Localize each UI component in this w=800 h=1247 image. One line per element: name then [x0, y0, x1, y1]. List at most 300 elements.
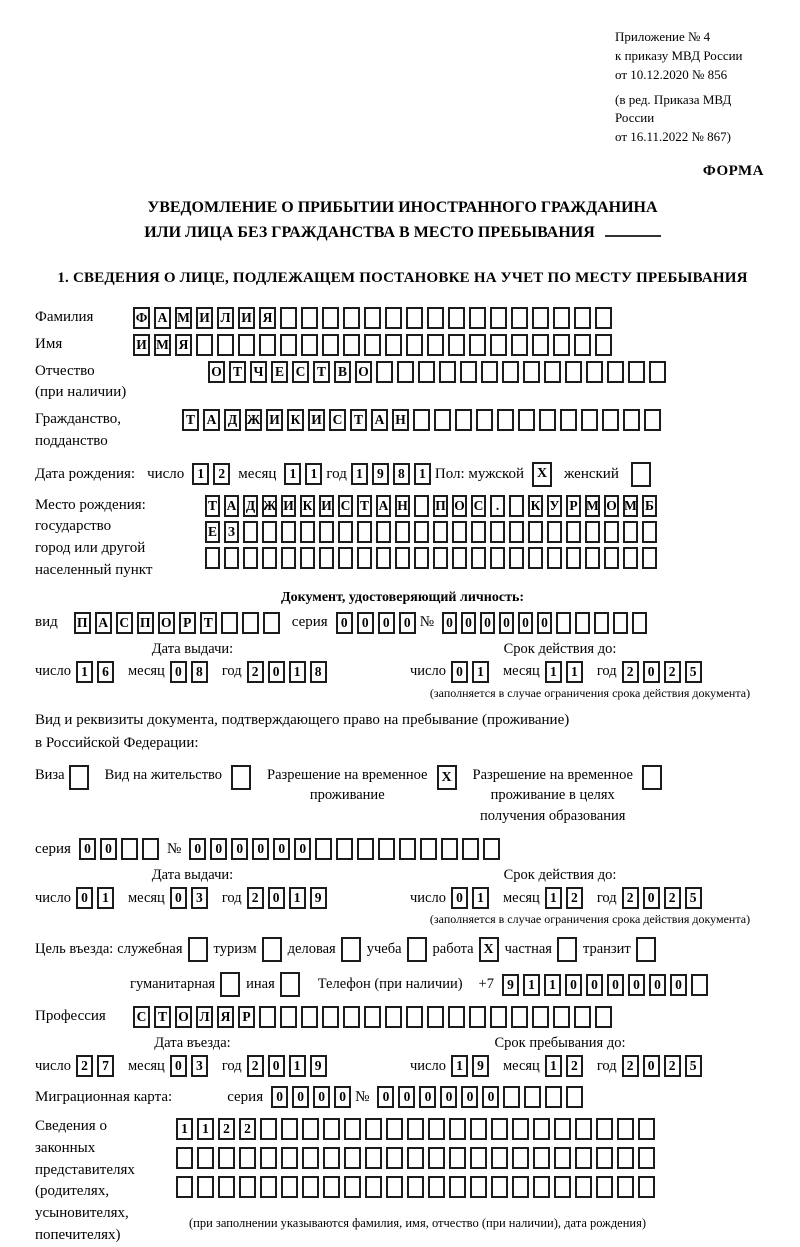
form-cell[interactable]: О — [355, 361, 372, 383]
form-cell[interactable]: 2 — [247, 1055, 264, 1077]
form-cell[interactable] — [399, 838, 416, 860]
form-cell[interactable] — [469, 307, 486, 329]
form-cell[interactable]: 0 — [231, 838, 248, 860]
form-cell[interactable] — [607, 361, 624, 383]
form-cell[interactable] — [566, 521, 581, 543]
form-cell[interactable]: 2 — [664, 887, 681, 909]
checkbox-official[interactable] — [188, 937, 208, 962]
form-cell[interactable]: 0 — [537, 612, 552, 634]
form-cell[interactable]: И — [281, 495, 296, 517]
form-cell[interactable]: Н — [392, 409, 409, 431]
form-cell[interactable] — [574, 307, 591, 329]
form-cell[interactable]: Т — [357, 495, 372, 517]
form-cell[interactable] — [449, 1118, 466, 1140]
form-cell[interactable]: А — [371, 409, 388, 431]
form-cell[interactable]: 1 — [523, 974, 540, 996]
form-cell[interactable]: 0 — [451, 887, 468, 909]
form-cell[interactable] — [315, 838, 332, 860]
form-cell[interactable] — [176, 1147, 193, 1169]
form-cell[interactable]: 2 — [566, 887, 583, 909]
form-cell[interactable]: 0 — [440, 1086, 457, 1108]
form-cell[interactable] — [585, 521, 600, 543]
checkbox-visa[interactable] — [69, 765, 89, 790]
form-cell[interactable]: 0 — [357, 612, 374, 634]
form-cell[interactable]: И — [196, 307, 213, 329]
form-cell[interactable]: 1 — [566, 661, 583, 683]
form-cell[interactable]: Ф — [133, 307, 150, 329]
form-cell[interactable]: 8 — [310, 661, 327, 683]
form-cell[interactable] — [386, 1147, 403, 1169]
form-cell[interactable] — [623, 521, 638, 543]
form-cell[interactable] — [218, 1176, 235, 1198]
form-cell[interactable] — [554, 1176, 571, 1198]
form-cell[interactable]: Д — [243, 495, 258, 517]
form-cell[interactable]: 0 — [313, 1086, 330, 1108]
form-cell[interactable]: Т — [350, 409, 367, 431]
form-cell[interactable] — [397, 361, 414, 383]
form-cell[interactable]: 0 — [268, 1055, 285, 1077]
form-cell[interactable] — [566, 1086, 583, 1108]
form-cell[interactable] — [176, 1176, 193, 1198]
form-cell[interactable]: 5 — [685, 1055, 702, 1077]
form-cell[interactable] — [301, 307, 318, 329]
form-cell[interactable] — [428, 1176, 445, 1198]
form-cell[interactable] — [586, 361, 603, 383]
checkbox-work[interactable]: X — [479, 937, 499, 962]
form-cell[interactable]: 0 — [480, 612, 495, 634]
form-cell[interactable]: 0 — [399, 612, 416, 634]
form-cell[interactable]: Ж — [245, 409, 262, 431]
form-cell[interactable]: 0 — [170, 1055, 187, 1077]
form-cell[interactable]: . — [490, 495, 505, 517]
form-cell[interactable]: 0 — [586, 974, 603, 996]
form-cell[interactable]: 1 — [544, 974, 561, 996]
form-cell[interactable] — [406, 334, 423, 356]
form-cell[interactable] — [428, 1118, 445, 1140]
form-cell[interactable] — [414, 547, 429, 569]
form-cell[interactable]: У — [547, 495, 562, 517]
form-cell[interactable]: Т — [205, 495, 220, 517]
form-cell[interactable]: С — [338, 495, 353, 517]
form-cell[interactable]: 0 — [451, 661, 468, 683]
form-cell[interactable]: И — [266, 409, 283, 431]
form-cell[interactable]: М — [623, 495, 638, 517]
form-cell[interactable] — [378, 838, 395, 860]
form-cell[interactable] — [357, 547, 372, 569]
form-cell[interactable] — [281, 1118, 298, 1140]
form-cell[interactable] — [532, 334, 549, 356]
form-cell[interactable] — [242, 612, 259, 634]
form-cell[interactable]: 3 — [191, 887, 208, 909]
form-cell[interactable]: 0 — [334, 1086, 351, 1108]
form-cell[interactable]: 0 — [643, 887, 660, 909]
form-cell[interactable]: 1 — [192, 463, 209, 485]
form-cell[interactable] — [628, 361, 645, 383]
form-cell[interactable] — [491, 1118, 508, 1140]
form-cell[interactable]: 0 — [643, 661, 660, 683]
form-cell[interactable]: 9 — [472, 1055, 489, 1077]
form-cell[interactable]: П — [74, 612, 91, 634]
form-cell[interactable]: 1 — [545, 887, 562, 909]
form-cell[interactable]: 2 — [239, 1118, 256, 1140]
checkbox-residence-permit[interactable] — [231, 765, 251, 790]
form-cell[interactable]: О — [208, 361, 225, 383]
form-cell[interactable]: 1 — [305, 463, 322, 485]
form-cell[interactable] — [406, 1006, 423, 1028]
form-cell[interactable] — [259, 334, 276, 356]
form-cell[interactable]: 0 — [252, 838, 269, 860]
form-cell[interactable]: 5 — [685, 887, 702, 909]
form-cell[interactable] — [262, 521, 277, 543]
form-cell[interactable]: И — [238, 307, 255, 329]
form-cell[interactable]: 0 — [268, 887, 285, 909]
form-cell[interactable] — [280, 1006, 297, 1028]
form-cell[interactable]: Я — [175, 334, 192, 356]
form-cell[interactable]: 0 — [643, 1055, 660, 1077]
form-cell[interactable] — [502, 361, 519, 383]
form-cell[interactable] — [357, 838, 374, 860]
form-cell[interactable] — [407, 1176, 424, 1198]
form-cell[interactable] — [595, 334, 612, 356]
form-cell[interactable]: 0 — [607, 974, 624, 996]
form-cell[interactable] — [434, 409, 451, 431]
form-cell[interactable] — [452, 521, 467, 543]
form-cell[interactable] — [518, 409, 535, 431]
form-cell[interactable] — [511, 1006, 528, 1028]
form-cell[interactable] — [638, 1176, 655, 1198]
form-cell[interactable]: 9 — [372, 463, 389, 485]
form-cell[interactable]: 0 — [268, 661, 285, 683]
form-cell[interactable]: 1 — [414, 463, 431, 485]
form-cell[interactable] — [197, 1176, 214, 1198]
form-cell[interactable]: 1 — [289, 887, 306, 909]
form-cell[interactable] — [365, 1176, 382, 1198]
form-cell[interactable] — [343, 307, 360, 329]
form-cell[interactable] — [344, 1176, 361, 1198]
form-cell[interactable] — [596, 1147, 613, 1169]
form-cell[interactable] — [595, 1006, 612, 1028]
form-cell[interactable] — [281, 1147, 298, 1169]
form-cell[interactable] — [585, 547, 600, 569]
form-cell[interactable] — [386, 1118, 403, 1140]
form-cell[interactable]: 1 — [545, 1055, 562, 1077]
form-cell[interactable]: О — [158, 612, 175, 634]
form-cell[interactable]: 1 — [545, 661, 562, 683]
form-cell[interactable]: Н — [395, 495, 410, 517]
form-cell[interactable] — [281, 1176, 298, 1198]
form-cell[interactable]: 1 — [472, 661, 489, 683]
form-cell[interactable] — [433, 521, 448, 543]
form-cell[interactable] — [596, 1118, 613, 1140]
form-cell[interactable] — [539, 409, 556, 431]
form-cell[interactable]: Т — [182, 409, 199, 431]
form-cell[interactable] — [344, 1147, 361, 1169]
form-cell[interactable] — [455, 409, 472, 431]
form-cell[interactable] — [511, 334, 528, 356]
form-cell[interactable] — [420, 838, 437, 860]
form-cell[interactable] — [532, 1006, 549, 1028]
form-cell[interactable] — [407, 1118, 424, 1140]
form-cell[interactable] — [238, 334, 255, 356]
form-cell[interactable] — [322, 334, 339, 356]
form-cell[interactable] — [460, 361, 477, 383]
form-cell[interactable] — [604, 547, 619, 569]
form-cell[interactable] — [343, 1006, 360, 1028]
form-cell[interactable]: 9 — [310, 1055, 327, 1077]
form-cell[interactable]: Д — [224, 409, 241, 431]
form-cell[interactable] — [470, 1176, 487, 1198]
form-cell[interactable] — [343, 334, 360, 356]
form-cell[interactable] — [490, 307, 507, 329]
form-cell[interactable] — [560, 409, 577, 431]
form-cell[interactable]: 0 — [442, 612, 457, 634]
form-cell[interactable] — [302, 1147, 319, 1169]
form-cell[interactable] — [376, 521, 391, 543]
form-cell[interactable] — [644, 409, 661, 431]
form-cell[interactable] — [224, 547, 239, 569]
form-cell[interactable]: 1 — [97, 887, 114, 909]
checkbox-private[interactable] — [557, 937, 577, 962]
form-cell[interactable] — [512, 1118, 529, 1140]
form-cell[interactable] — [439, 361, 456, 383]
form-cell[interactable] — [300, 521, 315, 543]
form-cell[interactable] — [509, 495, 524, 517]
form-cell[interactable]: 0 — [76, 887, 93, 909]
form-cell[interactable] — [594, 612, 609, 634]
form-cell[interactable]: 2 — [218, 1118, 235, 1140]
form-cell[interactable] — [218, 1147, 235, 1169]
form-cell[interactable]: Т — [313, 361, 330, 383]
form-cell[interactable] — [602, 409, 619, 431]
form-cell[interactable] — [490, 334, 507, 356]
checkbox-tourism[interactable] — [262, 937, 282, 962]
form-cell[interactable] — [512, 1176, 529, 1198]
form-cell[interactable] — [365, 1118, 382, 1140]
form-cell[interactable] — [428, 1147, 445, 1169]
form-cell[interactable]: 0 — [378, 612, 395, 634]
form-cell[interactable]: А — [376, 495, 391, 517]
form-cell[interactable] — [638, 1118, 655, 1140]
form-cell[interactable] — [281, 547, 296, 569]
form-cell[interactable]: А — [224, 495, 239, 517]
form-cell[interactable] — [395, 521, 410, 543]
form-cell[interactable] — [553, 307, 570, 329]
checkbox-other[interactable] — [280, 972, 300, 997]
form-cell[interactable] — [524, 1086, 541, 1108]
form-cell[interactable] — [427, 334, 444, 356]
form-cell[interactable]: Т — [154, 1006, 171, 1028]
form-cell[interactable] — [483, 838, 500, 860]
form-cell[interactable]: К — [300, 495, 315, 517]
form-cell[interactable] — [205, 547, 220, 569]
form-cell[interactable] — [553, 334, 570, 356]
form-cell[interactable] — [427, 1006, 444, 1028]
form-cell[interactable] — [533, 1176, 550, 1198]
form-cell[interactable] — [406, 307, 423, 329]
form-cell[interactable] — [260, 1118, 277, 1140]
form-cell[interactable] — [604, 521, 619, 543]
form-cell[interactable] — [319, 547, 334, 569]
form-cell[interactable]: Ч — [250, 361, 267, 383]
form-cell[interactable]: 0 — [461, 612, 476, 634]
form-cell[interactable] — [336, 838, 353, 860]
form-cell[interactable] — [452, 547, 467, 569]
form-cell[interactable] — [503, 1086, 520, 1108]
form-cell[interactable] — [490, 521, 505, 543]
form-cell[interactable] — [407, 1147, 424, 1169]
form-cell[interactable]: Ж — [262, 495, 277, 517]
form-cell[interactable]: 7 — [97, 1055, 114, 1077]
form-cell[interactable] — [471, 547, 486, 569]
form-cell[interactable]: К — [287, 409, 304, 431]
form-cell[interactable]: С — [133, 1006, 150, 1028]
form-cell[interactable]: 5 — [685, 661, 702, 683]
form-cell[interactable]: О — [452, 495, 467, 517]
form-cell[interactable] — [322, 1006, 339, 1028]
form-cell[interactable] — [490, 547, 505, 569]
form-cell[interactable]: 1 — [284, 463, 301, 485]
form-cell[interactable] — [533, 1118, 550, 1140]
form-cell[interactable] — [395, 547, 410, 569]
form-cell[interactable]: Я — [217, 1006, 234, 1028]
form-cell[interactable]: 2 — [664, 1055, 681, 1077]
form-cell[interactable]: И — [319, 495, 334, 517]
form-cell[interactable]: С — [116, 612, 133, 634]
form-cell[interactable] — [302, 1176, 319, 1198]
form-cell[interactable] — [259, 1006, 276, 1028]
form-cell[interactable]: Р — [238, 1006, 255, 1028]
form-cell[interactable] — [617, 1176, 634, 1198]
form-cell[interactable]: Т — [229, 361, 246, 383]
form-cell[interactable]: А — [203, 409, 220, 431]
form-cell[interactable] — [121, 838, 138, 860]
form-cell[interactable]: 0 — [100, 838, 117, 860]
checkbox-humanitarian[interactable] — [220, 972, 240, 997]
form-cell[interactable] — [491, 1147, 508, 1169]
form-cell[interactable]: 0 — [649, 974, 666, 996]
form-cell[interactable]: Л — [217, 307, 234, 329]
form-cell[interactable]: 0 — [518, 612, 533, 634]
form-cell[interactable] — [565, 361, 582, 383]
form-cell[interactable]: 2 — [622, 661, 639, 683]
form-cell[interactable] — [512, 1147, 529, 1169]
form-cell[interactable] — [632, 612, 647, 634]
form-cell[interactable]: 2 — [622, 887, 639, 909]
form-cell[interactable] — [469, 334, 486, 356]
form-cell[interactable] — [509, 547, 524, 569]
form-cell[interactable]: 9 — [502, 974, 519, 996]
form-cell[interactable]: Я — [259, 307, 276, 329]
form-cell[interactable]: О — [175, 1006, 192, 1028]
form-cell[interactable] — [649, 361, 666, 383]
form-cell[interactable] — [476, 409, 493, 431]
form-cell[interactable]: 0 — [210, 838, 227, 860]
form-cell[interactable]: 1 — [289, 661, 306, 683]
form-cell[interactable] — [385, 1006, 402, 1028]
form-cell[interactable]: С — [329, 409, 346, 431]
form-cell[interactable]: З — [224, 521, 239, 543]
form-cell[interactable]: 2 — [566, 1055, 583, 1077]
form-cell[interactable]: 2 — [213, 463, 230, 485]
form-cell[interactable] — [574, 334, 591, 356]
form-cell[interactable]: Р — [179, 612, 196, 634]
form-cell[interactable] — [323, 1147, 340, 1169]
form-cell[interactable] — [470, 1118, 487, 1140]
form-cell[interactable] — [365, 1147, 382, 1169]
form-cell[interactable]: 0 — [398, 1086, 415, 1108]
form-cell[interactable] — [260, 1147, 277, 1169]
form-cell[interactable] — [575, 1176, 592, 1198]
form-cell[interactable] — [243, 547, 258, 569]
form-cell[interactable] — [642, 547, 657, 569]
form-cell[interactable] — [338, 547, 353, 569]
form-cell[interactable]: 0 — [377, 1086, 394, 1108]
form-cell[interactable] — [469, 1006, 486, 1028]
checkbox-male[interactable]: X — [532, 462, 552, 487]
form-cell[interactable]: А — [95, 612, 112, 634]
form-cell[interactable]: 1 — [351, 463, 368, 485]
form-cell[interactable] — [574, 1006, 591, 1028]
form-cell[interactable] — [554, 1147, 571, 1169]
form-cell[interactable] — [511, 307, 528, 329]
form-cell[interactable] — [364, 334, 381, 356]
form-cell[interactable]: 0 — [419, 1086, 436, 1108]
form-cell[interactable] — [239, 1176, 256, 1198]
form-cell[interactable]: 1 — [176, 1118, 193, 1140]
form-cell[interactable]: П — [433, 495, 448, 517]
form-cell[interactable]: И — [308, 409, 325, 431]
form-cell[interactable]: 0 — [499, 612, 514, 634]
form-cell[interactable] — [532, 307, 549, 329]
form-cell[interactable]: 1 — [289, 1055, 306, 1077]
form-cell[interactable] — [691, 974, 708, 996]
form-cell[interactable] — [545, 1086, 562, 1108]
form-cell[interactable]: К — [528, 495, 543, 517]
form-cell[interactable] — [471, 521, 486, 543]
form-cell[interactable] — [413, 409, 430, 431]
form-cell[interactable]: С — [292, 361, 309, 383]
form-cell[interactable]: 1 — [472, 887, 489, 909]
form-cell[interactable]: Е — [271, 361, 288, 383]
form-cell[interactable]: 0 — [628, 974, 645, 996]
form-cell[interactable] — [642, 521, 657, 543]
form-cell[interactable]: Б — [642, 495, 657, 517]
form-cell[interactable] — [481, 361, 498, 383]
form-cell[interactable]: 0 — [271, 1086, 288, 1108]
form-cell[interactable] — [449, 1176, 466, 1198]
form-cell[interactable] — [262, 547, 277, 569]
form-cell[interactable] — [364, 307, 381, 329]
form-cell[interactable] — [433, 547, 448, 569]
form-cell[interactable] — [239, 1147, 256, 1169]
form-cell[interactable]: М — [175, 307, 192, 329]
form-cell[interactable] — [528, 547, 543, 569]
form-cell[interactable]: 2 — [622, 1055, 639, 1077]
form-cell[interactable] — [197, 1147, 214, 1169]
form-cell[interactable] — [322, 307, 339, 329]
form-cell[interactable]: 2 — [76, 1055, 93, 1077]
form-cell[interactable] — [196, 334, 213, 356]
form-cell[interactable]: А — [154, 307, 171, 329]
form-cell[interactable]: Т — [200, 612, 217, 634]
form-cell[interactable] — [638, 1147, 655, 1169]
form-cell[interactable] — [547, 521, 562, 543]
checkbox-transit[interactable] — [636, 937, 656, 962]
form-cell[interactable] — [418, 361, 435, 383]
form-cell[interactable] — [566, 547, 581, 569]
form-cell[interactable]: 0 — [565, 974, 582, 996]
form-cell[interactable] — [357, 521, 372, 543]
